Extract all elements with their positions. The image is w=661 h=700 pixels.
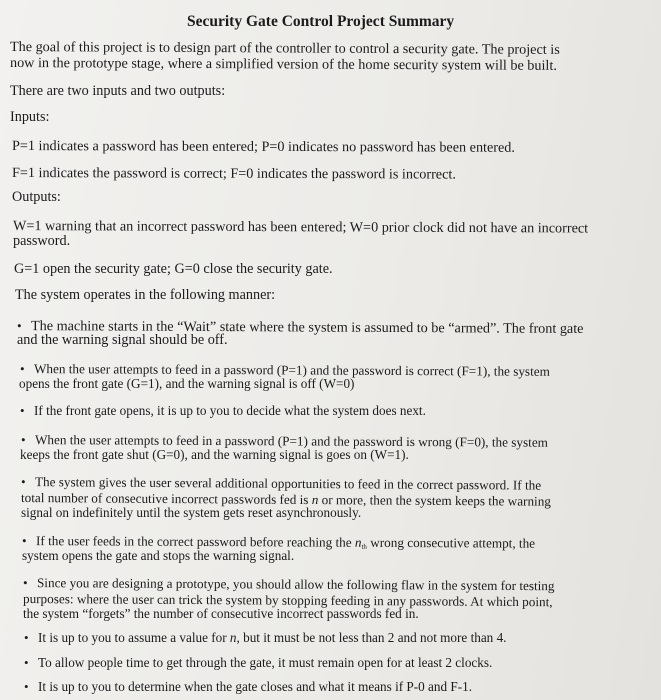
bullet-dot: •: [19, 361, 25, 377]
bullet-dot: •: [24, 630, 29, 645]
output-w-line-1: W=1 warning that an incorrect password has been entered; W=0 prior clock did not have an incorrect: [12, 218, 589, 237]
bullet-dot: •: [22, 575, 28, 591]
output-w-line-2: password.: [13, 233, 71, 249]
bullet-7-line-3: the system “forgets” the number of consecutive incorrect passwords fed in.: [23, 606, 419, 621]
input-f-description: F=1 indicates the password is correct; F=0 indicates the password is incorrect.: [11, 165, 456, 183]
manner-intro: The system operates in the following manner:: [15, 287, 276, 303]
bullet-dot: •: [16, 318, 22, 334]
input-p-description: P=1 indicates a password has been entered; P=0 indicates no password has been entered.: [11, 138, 515, 156]
bullet-dot: •: [21, 533, 27, 549]
bullet-dot: •: [24, 679, 29, 694]
bullet-2-line-2: opens the front gate (G=1), and the warning signal is off (W=0): [19, 376, 355, 391]
bullet-dot: •: [20, 432, 26, 448]
bullet-5-line-2: total number of consecutive incorrect passwords fed is n or more, then the system keeps the warning: [20, 490, 551, 509]
bullet-1-line-1: • The machine starts in the “Wait” state where the system is assumed to be “armed”. The front gate: [16, 318, 584, 337]
bullet-8-line-1: • It is up to you to assume a value for n, but it must be not less than 2 and not more than 4.: [24, 630, 507, 645]
bullet-7-line-1: • Since you are designing a prototype, you should allow the following flaw in the system for testing: [22, 575, 555, 594]
bullet-10-line-1: • It is up to you to determine when the gate closes and what it means if P-0 and F-1.: [24, 679, 472, 694]
bullet-5-line-1: • The system gives the user several additional opportunities to feed in the correct password. If the: [20, 474, 542, 493]
intro-line-1: The goal of this project is to design part of the controller to control a security gate. The project is: [9, 39, 560, 58]
bullet-6-line-1: • If the user feeds in the correct password before reaching the $n^{th}$ wrong consecutive attempt, the: [21, 533, 536, 551]
bullet-dot: •: [20, 474, 26, 490]
bullet-dot: •: [20, 403, 25, 418]
bullet-5-line-3: signal on indefinitely until the system gets reset asynchronously.: [21, 505, 362, 520]
bullet-9-line-1: • To allow people time to get through the gate, it must remain open for at least 2 clocks.: [24, 655, 493, 670]
outputs-heading: Outputs:: [12, 189, 61, 205]
bullet-dot: •: [24, 655, 29, 670]
output-g-description: G=1 open the security gate; G=0 close the security gate.: [14, 261, 333, 277]
bullet-4-line-2: keeps the front gate shut (G=0), and the warning signal is goes on (W=1).: [20, 447, 409, 462]
bullet-6-line-2: system opens the gate and stops the warning signal.: [22, 548, 295, 563]
intro-line-3: There are two inputs and two outputs:: [10, 83, 226, 99]
bullet-3-line-1: • If the front gate opens, it is up to you to decide what the system does next.: [20, 403, 426, 418]
inputs-heading: Inputs:: [10, 109, 50, 125]
document-title: Security Gate Control Project Summary: [187, 13, 455, 30]
intro-line-2: now in the prototype stage, where a simplified version of the home security system will be built.: [9, 55, 557, 74]
bullet-4-line-1: • When the user attempts to feed in a password (P=1) and the password is wrong (F=0), the system: [20, 432, 549, 450]
bullet-7-line-2: purposes: where the user can trick the system by stopping feeding in any passwords. At which point,: [22, 591, 553, 610]
bullet-2-line-1: • When the user attempts to feed in a password (P=1) and the password is correct (F=1), the system: [19, 361, 550, 379]
bullet-1-line-2: and the warning signal should be off.: [17, 332, 228, 348]
